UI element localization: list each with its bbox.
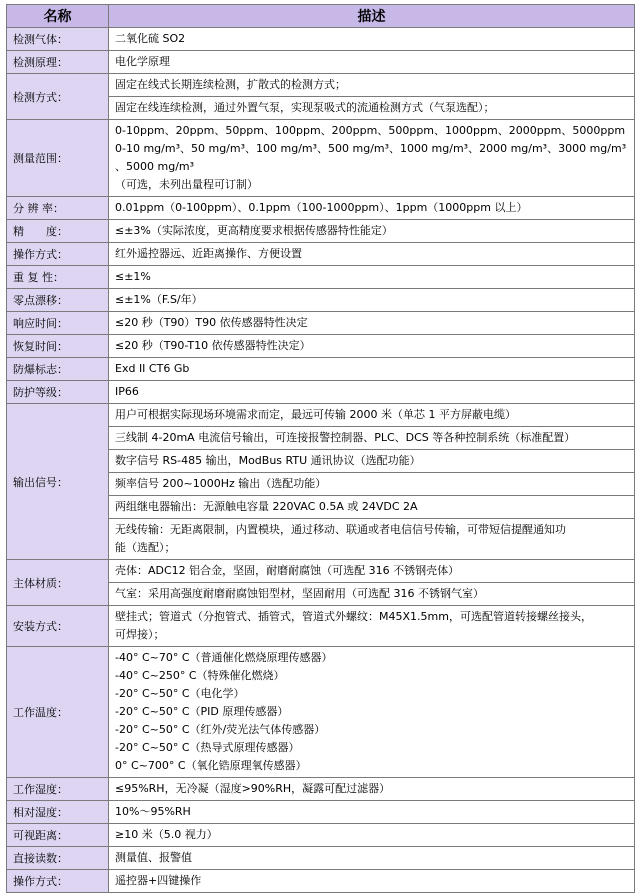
spec-desc-line: -40° C~70° C（普通催化燃烧原理传感器） (115, 651, 333, 664)
spec-desc (109, 427, 635, 450)
spec-table (6, 4, 635, 893)
spec-name: 防爆标志： (7, 358, 109, 381)
table-row (7, 289, 635, 312)
header-name: 名称 (7, 5, 109, 28)
spec-desc (109, 358, 635, 381)
spec-desc (109, 120, 635, 197)
spec-name: 分 辨 率： (7, 197, 109, 220)
spec-name: 防护等级： (7, 381, 109, 404)
table-row (7, 847, 635, 870)
spec-name: 操作方式： (7, 870, 109, 893)
spec-desc-line: 能（选配）； (115, 541, 176, 554)
spec-name: 重 复 性： (7, 266, 109, 289)
spec-desc (109, 583, 635, 606)
spec-desc (109, 801, 635, 824)
spec-desc (109, 312, 635, 335)
spec-desc (109, 560, 635, 583)
spec-desc (109, 266, 635, 289)
spec-desc-line: -20° C~50° C（热导式原理传感器） (115, 741, 300, 754)
spec-desc-line: ≥10 米（5.0 视力） (115, 828, 218, 841)
spec-name: 工作温度： (7, 647, 109, 778)
table-row (7, 266, 635, 289)
spec-desc-line: 频率信号 200~1000Hz 输出（选配功能） (115, 477, 327, 490)
spec-name: 零点漂移： (7, 289, 109, 312)
spec-desc-line: 用户可根据实际现场环境需求而定，最远可传输 2000 米（单芯 1 平方屏蔽电缆） (115, 408, 516, 421)
table-row (7, 197, 635, 220)
spec-desc-line: -40° C~250° C（特殊催化燃烧） (115, 669, 285, 682)
spec-desc-line: 无线传输：无距离限制，内置模块，通过移动、联通或者电信信号传输，可带短信提醒通知功 (115, 523, 566, 536)
spec-desc (109, 870, 635, 893)
spec-desc (109, 496, 635, 519)
spec-desc-line: ≤±1%（F.S/年） (115, 293, 203, 306)
spec-desc-line: 两组继电器输出：无源触电容量 220VAC 0.5A 或 24VDC 2A (115, 500, 418, 513)
table-row (7, 312, 635, 335)
spec-desc (109, 473, 635, 496)
spec-name: 检测原理： (7, 51, 109, 74)
spec-desc-line: ≤±1% (115, 270, 151, 283)
spec-name: 相对湿度： (7, 801, 109, 824)
spec-desc-line: ≤20 秒（T90）T90 依传感器特性决定 (115, 316, 308, 329)
table-row (7, 801, 635, 824)
spec-name: 主体材质： (7, 560, 109, 606)
spec-desc-line: Exd II CT6 Gb (115, 362, 190, 375)
table-row (7, 358, 635, 381)
spec-desc (109, 51, 635, 74)
spec-desc-line: 0° C~700° C（氧化锆原理氧传感器） (115, 759, 307, 772)
spec-desc (109, 243, 635, 266)
table-row (7, 824, 635, 847)
table-row (7, 560, 635, 583)
table-row (7, 647, 635, 778)
spec-desc (109, 404, 635, 427)
spec-desc (109, 381, 635, 404)
spec-desc-line: 数字信号 RS-485 输出，ModBus RTU 通讯协议（选配功能） (115, 454, 421, 467)
spec-desc-line: 可焊接）； (115, 628, 165, 641)
spec-name: 测量范围： (7, 120, 109, 197)
spec-desc (109, 74, 635, 97)
spec-desc-line: 红外遥控器远、近距离操作、方便设置 (115, 247, 302, 260)
spec-desc (109, 335, 635, 358)
spec-desc-line: 遥控器+四键操作 (115, 874, 202, 887)
spec-desc-line: -20° C~50° C（红外/荧光法气体传感器） (115, 723, 326, 736)
table-row (7, 28, 635, 51)
spec-desc (109, 647, 635, 778)
spec-desc (109, 824, 635, 847)
spec-name: 工作湿度： (7, 778, 109, 801)
spec-desc (109, 97, 635, 120)
spec-desc-line: 气室：采用高强度耐磨耐腐蚀铝型材，坚固耐用（可选配 316 不锈钢气室） (115, 587, 484, 600)
table-row (7, 381, 635, 404)
spec-name: 响应时间： (7, 312, 109, 335)
spec-desc (109, 847, 635, 870)
spec-desc-line: -20° C~50° C（电化学） (115, 687, 245, 700)
spec-desc-line: 二氧化硫 SO2 (115, 32, 186, 45)
table-row (7, 220, 635, 243)
spec-desc-line: 10%～95%RH (115, 805, 191, 818)
spec-name: 可视距离： (7, 824, 109, 847)
spec-name: 操作方式： (7, 243, 109, 266)
spec-desc-line: 0-10 mg/m³、50 mg/m³、100 mg/m³、500 mg/m³、1000 mg/m³、2000 mg/m³、3000 mg/m³ 、5000 mg/m³ (115, 142, 627, 173)
table-row (7, 74, 635, 97)
spec-desc-line: IP66 (115, 385, 139, 398)
table-row (7, 606, 635, 647)
spec-desc-line: 测量值、报警值 (115, 851, 192, 864)
spec-desc-line: 三线制 4-20mA 电流信号输出，可连接报警控制器、PLC、DCS 等各种控制系统（标准配置） (115, 431, 576, 444)
spec-name: 精 度： (7, 220, 109, 243)
spec-desc-line: -20° C~50° C（PID 原理传感器） (115, 705, 289, 718)
spec-desc (109, 197, 635, 220)
spec-desc-line: ≤20 秒（T90-T10 依传感器特性决定） (115, 339, 311, 352)
table-row (7, 870, 635, 893)
spec-name: 直接读数： (7, 847, 109, 870)
spec-desc (109, 450, 635, 473)
table-row (7, 120, 635, 197)
header-row (7, 5, 635, 28)
table-row (7, 243, 635, 266)
spec-desc (109, 28, 635, 51)
spec-desc-line: 壁挂式；管道式（分抱管式、插管式，管道式外螺纹：M45X1.5mm，可选配管道转接螺丝接头， (115, 610, 592, 623)
table-row (7, 778, 635, 801)
spec-desc-line: 0.01ppm（0-100ppm）、0.1ppm（100-1000ppm）、1ppm（1000ppm 以上） (115, 201, 528, 214)
table-row (7, 335, 635, 358)
spec-desc (109, 220, 635, 243)
spec-desc-line: ≤±3%（实际浓度，更高精度要求根据传感器特性能定） (115, 224, 393, 237)
spec-desc (109, 519, 635, 560)
spec-name: 安装方式： (7, 606, 109, 647)
spec-desc (109, 778, 635, 801)
table-row (7, 404, 635, 427)
table-row (7, 51, 635, 74)
spec-name: 检测方式： (7, 74, 109, 120)
spec-desc-line: （可选，未列出量程可订制） (115, 178, 258, 191)
spec-desc-line: 固定在线连续检测，通过外置气泵，实现泵吸式的流通检测方式（气泵选配）； (115, 101, 495, 114)
spec-body (7, 28, 635, 893)
spec-name: 输出信号： (7, 404, 109, 560)
spec-name: 恢复时间： (7, 335, 109, 358)
spec-desc (109, 606, 635, 647)
spec-desc-line: ≤95%RH，无冷凝（湿度>90%RH，凝露可配过滤器） (115, 782, 391, 795)
spec-desc-line: 电化学原理 (115, 55, 170, 68)
spec-desc-line: 固定在线式长期连续检测，扩散式的检测方式； (115, 78, 346, 91)
spec-desc-line: 0-10ppm、20ppm、50ppm、100ppm、200ppm、500ppm、1000ppm、2000ppm、5000ppm (115, 124, 626, 137)
spec-desc (109, 289, 635, 312)
header-desc: 描述 (109, 5, 635, 28)
spec-desc-line: 壳体：ADC12 铝合金，坚固，耐磨耐腐蚀（可选配 316 不锈钢壳体） (115, 564, 460, 577)
spec-name: 检测气体： (7, 28, 109, 51)
